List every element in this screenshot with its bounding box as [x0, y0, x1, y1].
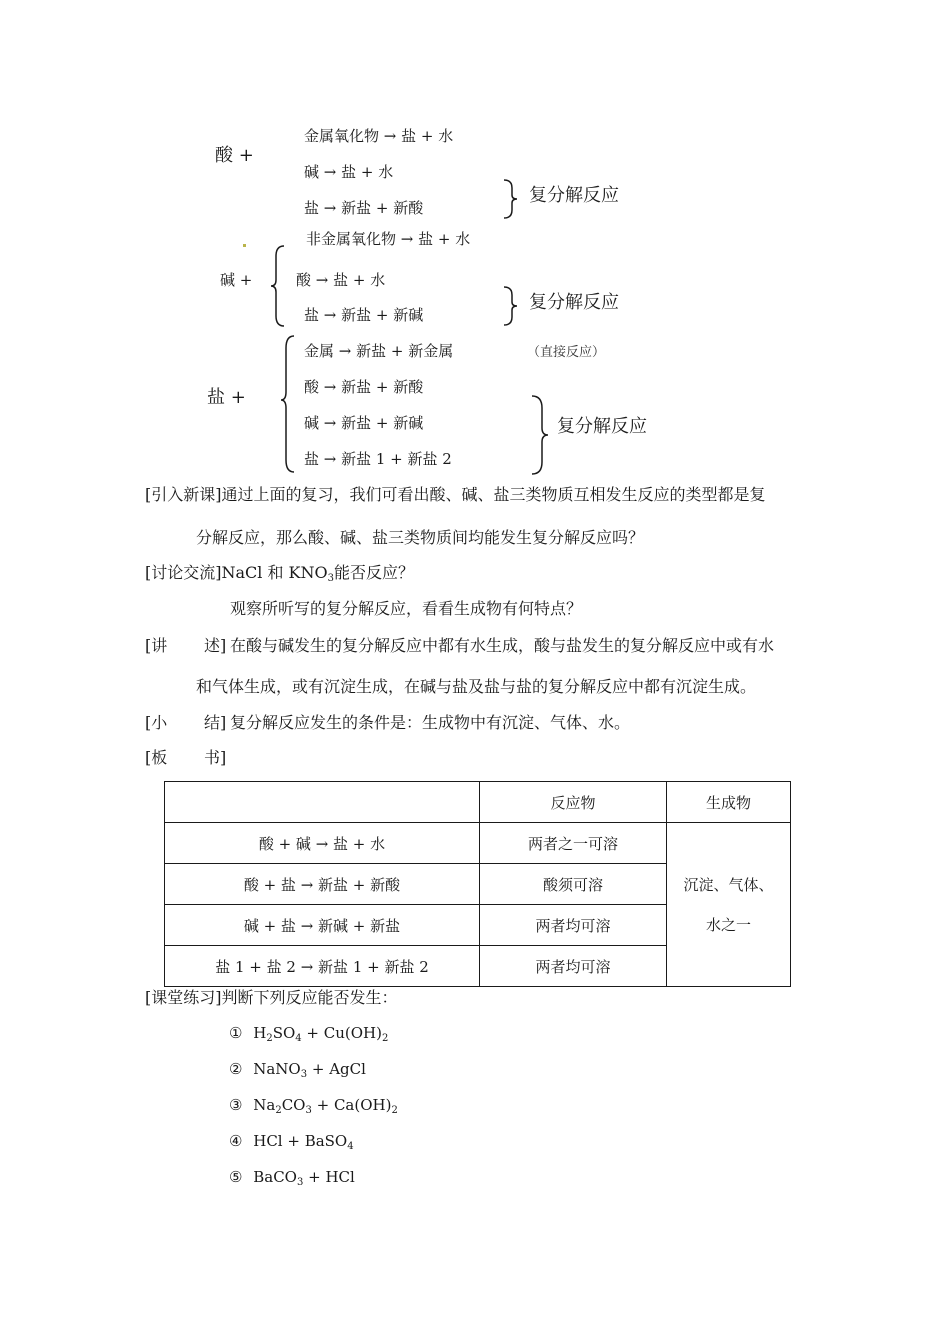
discuss-suffix: 能否反应？	[334, 563, 415, 582]
base-brace-right	[500, 285, 520, 327]
formula-sub: 3	[296, 1177, 304, 1188]
formula	[253, 1132, 353, 1150]
reaction-cell: 酸 + 盐 → 新盐 + 新酸	[165, 864, 480, 905]
base-line-2: 酸 → 盐 + 水	[296, 271, 386, 289]
product-cell	[667, 823, 791, 987]
salt-line-2: 酸 → 新盐 + 新酸	[304, 378, 424, 396]
exercise-item	[229, 1134, 354, 1152]
lecture-line-1: 在酸与碱发生的复分解反应中都有水生成，酸与盐发生的复分解反应中或有水	[230, 636, 775, 655]
intro-line-1: [引入新课]通过上面的复习，我们可看出酸、碱、盐三类物质互相发生反应的类型都是复	[145, 485, 766, 504]
formula	[253, 1024, 388, 1042]
formula-part: + AgCl	[307, 1060, 366, 1078]
summary-tag: [小	[145, 713, 168, 732]
exercise-item	[229, 1170, 355, 1188]
salt-label: 盐 +	[207, 387, 246, 408]
reactant-cell: 两者均可溶	[480, 946, 667, 987]
formula-sub: 2	[381, 1033, 389, 1044]
formula	[253, 1096, 398, 1114]
acid-label: 酸 +	[215, 145, 254, 166]
formula-sub: 4	[347, 1141, 354, 1152]
salt-line-1: 金属 → 新盐 + 新金属	[304, 342, 454, 360]
summary-tag-end: 结]	[204, 713, 227, 732]
exercise-item	[229, 1062, 366, 1080]
discuss-line-2: 观察所听写的复分解反应，看看生成物有何特点？	[230, 599, 583, 618]
salt-note: （直接反应）	[527, 345, 606, 360]
reaction-cell: 盐 1 + 盐 2 → 新盐 1 + 新盐 2	[165, 946, 480, 987]
formula-part: BaCO	[253, 1168, 297, 1186]
stray-mark	[243, 244, 246, 247]
formula-sub: 3	[305, 1105, 312, 1116]
reaction-cell: 碱 + 盐 → 新碱 + 新盐	[165, 905, 480, 946]
reactant-cell: 酸须可溶	[480, 864, 667, 905]
board-tag: [板	[145, 748, 168, 767]
formula-part: + Ca(OH)	[311, 1096, 392, 1114]
formula-part: H	[253, 1024, 267, 1042]
acid-line-1: 金属氧化物 → 盐 + 水	[304, 127, 454, 145]
header-cell-reactant: 反应物	[480, 782, 667, 823]
salt-brace-right	[528, 394, 552, 476]
intro-line-2: 分解反应，那么酸、碱、盐三类物质间均能发生复分解反应吗？	[196, 528, 645, 547]
formula-part: NaNO	[253, 1060, 301, 1078]
discuss-prefix: [讨论交流]NaCl 和 KNO	[145, 563, 328, 582]
header-cell-product: 生成物	[667, 782, 791, 823]
formula-part: + Cu(OH)	[301, 1024, 382, 1042]
acid-bracket-label: 复分解反应	[529, 185, 619, 206]
formula-part: HCl + BaSO	[253, 1132, 348, 1150]
product-line-1: 沉淀、气体、	[683, 875, 774, 894]
lecture-line-2: 和气体生成，或有沉淀生成，在碱与盐及盐与盐的复分解反应中都有沉淀生成。	[196, 677, 757, 696]
formula-part: + HCl	[303, 1168, 355, 1186]
lecture-tag: [讲	[145, 636, 168, 655]
exercise-item	[229, 1098, 398, 1116]
board-tag-end: 书]	[204, 748, 227, 767]
header-cell-blank	[165, 782, 480, 823]
product-line-2: 水之一	[705, 915, 751, 934]
base-brace	[268, 244, 288, 328]
exercise-num: ②	[229, 1060, 243, 1078]
salt-line-4: 盐 → 新盐 1 + 新盐 2	[304, 450, 452, 468]
formula-sub: 3	[300, 1069, 308, 1080]
acid-brace	[500, 178, 520, 220]
discuss-sub: 3	[327, 573, 335, 584]
exercise-num: ①	[229, 1024, 243, 1042]
formula-sub: 2	[266, 1033, 273, 1044]
formula	[253, 1060, 366, 1078]
base-bracket-label: 复分解反应	[529, 292, 619, 313]
acid-line-2: 碱 → 盐 + 水	[304, 163, 394, 181]
formula-part: Na	[253, 1096, 276, 1114]
table-header-row	[165, 782, 791, 823]
salt-bracket-label: 复分解反应	[557, 416, 647, 437]
acid-line-3: 盐 → 新盐 + 新酸	[304, 199, 424, 217]
reaction-cell: 酸 + 碱 → 盐 + 水	[165, 823, 480, 864]
lecture-tag-end: 述]	[204, 636, 227, 655]
exercise-item	[229, 1026, 388, 1044]
exercise-num: ④	[229, 1132, 243, 1150]
base-line-3: 盐 → 新盐 + 新碱	[304, 306, 424, 324]
salt-brace	[278, 334, 298, 474]
reactant-cell: 两者均可溶	[480, 905, 667, 946]
formula-part: SO	[272, 1024, 296, 1042]
board-table	[164, 781, 791, 987]
exercise-num: ⑤	[229, 1168, 243, 1186]
formula	[253, 1168, 355, 1186]
formula-sub: 2	[275, 1105, 282, 1116]
base-label: 碱 +	[220, 271, 253, 289]
base-line-1: 非金属氧化物 → 盐 + 水	[306, 230, 471, 248]
formula-part: CO	[281, 1096, 306, 1114]
exercise-title: [课堂练习]判断下列反应能否发生：	[145, 988, 398, 1007]
table-row	[165, 823, 791, 864]
discuss-line-1	[145, 565, 414, 584]
summary-text: 复分解反应发生的条件是：生成物中有沉淀、气体、水。	[230, 713, 631, 732]
exercise-num: ③	[229, 1096, 243, 1114]
salt-line-3: 碱 → 新盐 + 新碱	[304, 414, 424, 432]
formula-sub: 4	[295, 1033, 302, 1044]
formula-sub: 2	[391, 1105, 398, 1116]
reactant-cell: 两者之一可溶	[480, 823, 667, 864]
